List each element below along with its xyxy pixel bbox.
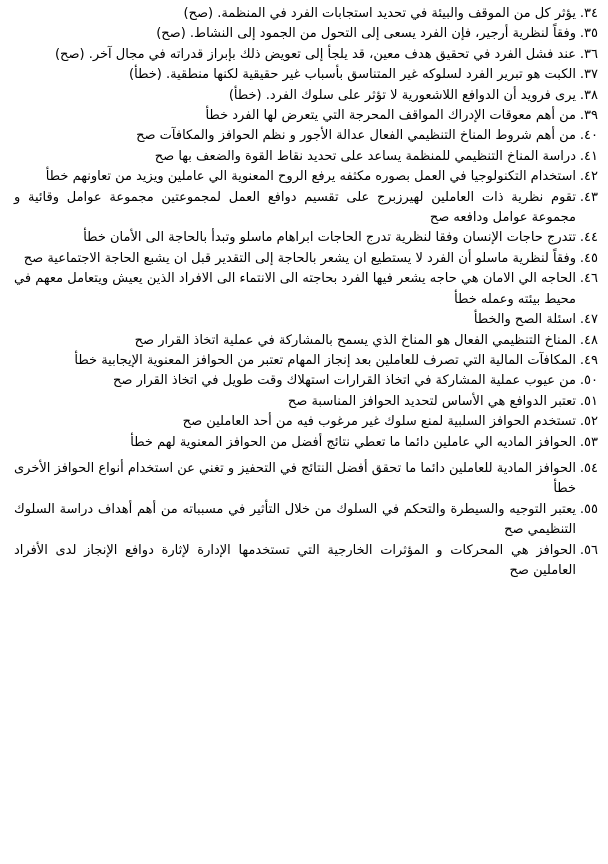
question-number: ٥١. (579, 393, 598, 409)
question-number: ٤٦. (579, 271, 598, 287)
question-number: ٤١. (579, 148, 598, 164)
question-text: من أهم معوقات الإدراك المواقف المحرجة التي يتعرض لها الفرد خطأ (205, 108, 576, 124)
question-number: ٤٢. (579, 169, 598, 185)
question-item-35 (14, 24, 598, 44)
question-item-36 (14, 45, 598, 65)
question-item-51 (14, 392, 598, 412)
question-text: اسئلة الصح والخطأ (473, 312, 576, 328)
question-item-52 (14, 412, 598, 432)
question-number: ٥٠. (579, 373, 598, 389)
question-text: الكبت هو تبرير الفرد لسلوكه غير المتناسق بأسباب غير حقيقية لكنها منطقية. (خطأ) (129, 67, 576, 83)
question-item-39 (14, 106, 598, 126)
question-text: وفقاً لنظرية أرجير، فإن الفرد يسعى إلى التحول من الجمود إلى النشاط. (صح) (156, 26, 576, 42)
question-item-50 (14, 371, 598, 391)
question-number: ٤٨. (579, 332, 598, 348)
question-number: ٥٢. (579, 414, 598, 430)
question-text: من عيوب عملية المشاركة في اتخاذ القرارات استهلاك وقت طويل في اتخاذ القرار صح (113, 373, 576, 389)
question-text: الحوافز المادية للعاملين دائما ما تحقق أفضل النتائج في التحفيز و تغني عن استخدام أنواع الحوافز الأخرى خطأ (14, 460, 576, 497)
question-item-37 (14, 65, 598, 85)
question-text: الحاجه الي الامان هي حاجه يشعر فيها الفرد بحاجته الى الانتماء الى الافراد الذين يعيش ويتعامل معهم في محيط بيئته وعمله خطأ (14, 271, 576, 307)
question-number: ٥٣. (579, 434, 598, 450)
question-number: ٥٦. (579, 542, 598, 558)
question-item-48 (14, 331, 598, 351)
question-number: ٤٥. (579, 250, 598, 266)
question-text: تتدرج حاجات الإنسان وفقا لنظرية تدرج الحاجات ابراهام ماسلو وتبدأ بالحاجة الى الأمان خطأ (83, 230, 576, 246)
question-number: ٣٧. (579, 67, 598, 83)
question-text: عند فشل الفرد في تحقيق هدف معين، قد يلجأ إلى تعويض ذلك بإبراز قدراته في مجال آخر. (صح) (54, 46, 576, 62)
question-number: ٤٩. (579, 352, 598, 368)
question-item-43 (14, 188, 598, 229)
question-item-38 (14, 86, 598, 106)
question-number: ٥٤. (579, 460, 598, 476)
question-number: ٥٥. (579, 501, 598, 517)
question-item-44 (14, 228, 598, 248)
question-item-46 (14, 269, 598, 310)
question-text: تقوم نظرية ذات العاملين لهيرزبرج على تقسيم دوافع العمل لمجموعتين مجموعة عوامل وقائية و مجموعة عوامل ودافعه صح (14, 189, 576, 226)
question-text: استخدام التكنولوجيا في العمل بصوره مكثفه يرفع الروح المعنوية الي عاملين ويزيد من تعاونهم خطأ (45, 169, 576, 185)
question-item-53 (14, 433, 598, 453)
question-text: تستخدم الحوافز السلبية لمنع سلوك غير مرغوب فيه من أحد العاملين صح (182, 414, 576, 430)
question-item-40 (14, 126, 598, 146)
question-number: ٣٨. (579, 87, 598, 103)
question-item-49 (14, 351, 598, 371)
question-text: يؤثر كل من الموقف والبيئة في تحديد استجابات الفرد في المنظمة. (صح) (183, 6, 576, 21)
question-item-42 (14, 167, 598, 187)
question-number: ٣٤. (579, 6, 598, 21)
question-item-47 (14, 310, 598, 330)
question-text: الحوافز هي المحركات و المؤثرات الخارجية التي تستخدمها الإدارة لإثارة دوافع الإنجاز لدى الأفراد العاملين صح (14, 542, 576, 578)
question-text: المناخ التنظيمي الفعال هو المناخ الذي يسمح بالمشاركة في عملية اتخاذ القرار صح (134, 332, 576, 348)
question-item-54 (14, 459, 598, 500)
question-number: ٣٩. (579, 108, 598, 124)
question-text: من أهم شروط المناخ التنظيمي الفعال عدالة الأجور و نظم الحوافز والمكافآت صح (136, 128, 576, 144)
question-text: تعتبر الدوافع هي الأساس لتحديد الحوافز المناسبة صح (287, 393, 576, 409)
question-item-55 (14, 500, 598, 541)
question-number: ٣٦. (579, 46, 598, 62)
question-number: ٤٧. (579, 312, 598, 328)
question-number: ٤٤. (579, 230, 598, 246)
question-text: المكافآت المالية التي تصرف للعاملين بعد إنجاز المهام تعتبر من الحوافز المعنوية الإيجابية خطأ (74, 352, 576, 368)
question-item-41 (14, 147, 598, 167)
question-number: ٤٠. (579, 128, 598, 144)
question-item-34 (14, 4, 598, 24)
question-item-56 (14, 541, 598, 582)
question-text: الحوافز الماديه الي عاملين دائما ما تعطي نتائج أفضل من الحوافز المعنوية لهم خطأ (130, 434, 576, 450)
question-text: يعتبر التوجيه والسيطرة والتحكم في السلوك من خلال التأثير في مسبباته من أهم أهداف دراسة السلوك التنظيمي صح (14, 501, 576, 538)
question-number: ٤٣. (579, 189, 598, 205)
question-text: وفقاً لنظرية ماسلو أن الفرد لا يستطيع ان يشعر بالحاجة إلى التقدير قبل ان يشبع الحاجة الاجتماعية صح (23, 250, 576, 266)
question-text: يرى فرويد أن الدوافع اللاشعورية لا تؤثر على سلوك الفرد. (خطأ) (228, 87, 576, 103)
question-text: دراسة المناخ التنظيمي للمنظمة يساعد على تحديد نقاط القوة والضعف بها صح (154, 148, 576, 164)
question-number: ٣٥. (579, 26, 598, 42)
question-item-45 (14, 249, 598, 269)
